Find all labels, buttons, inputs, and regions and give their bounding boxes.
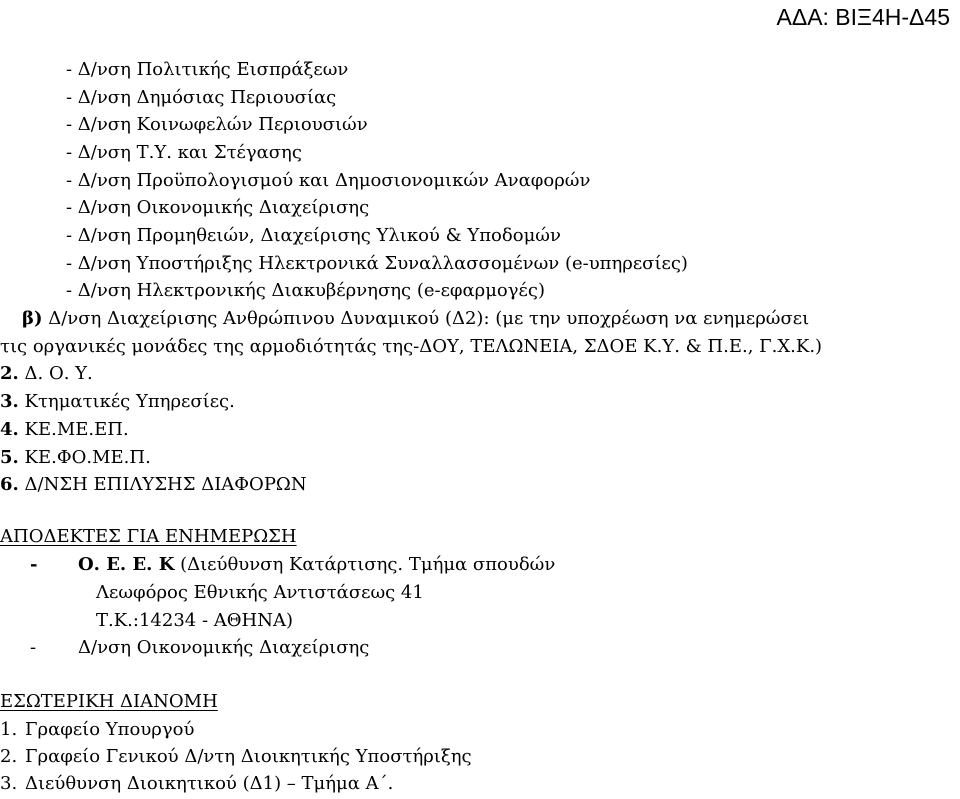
item-text: Κτηματικές Υπηρεσίες. xyxy=(24,391,235,412)
numbered-item xyxy=(0,418,129,442)
list-item: - Δ/νση Κοινωφελών Περιουσιών xyxy=(66,114,368,135)
recipient-postcode: Τ.Κ.:14234 - ΑΘΗΝΑ) xyxy=(96,610,293,631)
internal-item xyxy=(0,718,194,742)
recipient-org: Ο. Ε. Ε. Κ xyxy=(78,554,175,575)
item-text: ΚΕ.ΦΟ.ΜΕ.Π. xyxy=(24,447,151,468)
item-dash: - xyxy=(30,554,38,575)
item-number: 2. xyxy=(0,746,18,767)
list-item: - Δ/νση Προϋπολογισμού και Δημοσιονομικών Αναφορών xyxy=(66,170,591,191)
item-number: 3. xyxy=(0,773,18,794)
item-b-text: Δ/νση Διαχείρισης Ανθρώπινου Δυναμικού (Δ2): (με την υποχρέωση να ενημερώσει xyxy=(48,308,810,329)
list-item: - Δ/νση Τ.Υ. και Στέγασης xyxy=(66,142,302,163)
item-number: 4. xyxy=(0,419,19,440)
list-item: - Δ/νση Ηλεκτρονικής Διακυβέρνησης (e-εφαρμογές) xyxy=(66,280,545,301)
item-b-line-1 xyxy=(22,307,809,331)
recipient-item xyxy=(30,553,555,577)
internal-item xyxy=(0,745,472,769)
numbered-item xyxy=(0,390,235,414)
item-number: 6. xyxy=(0,474,19,495)
item-number: 5. xyxy=(0,447,19,468)
numbered-item xyxy=(0,362,93,386)
recipient-item xyxy=(30,636,369,660)
ada-code: ΑΔΑ: ΒΙΞ4Η-Δ45 xyxy=(776,4,950,30)
item-text: Γραφείο Γενικού Δ/ντη Διοικητικής Υποστήριξης xyxy=(25,746,472,767)
recipient-address: Λεωφόρος Εθνικής Αντιστάσεως 41 xyxy=(96,582,424,603)
list-item: - Δ/νση Υποστήριξης Ηλεκτρονικά Συναλλασσομένων (e-υπηρεσίες) xyxy=(66,253,688,274)
item-text: Γραφείο Υπουργού xyxy=(25,719,195,740)
item-text: Διεύθυνση Διοικητικού (Δ1) – Τμήμα Α΄. xyxy=(25,773,394,794)
internal-item xyxy=(0,772,393,796)
internal-heading: ΕΣΩΤΕΡΙΚΗ ΔΙΑΝΟΜΗ xyxy=(0,691,218,712)
list-item: - Δ/νση Προμηθειών, Διαχείρισης Υλικού & Υποδομών xyxy=(66,225,561,246)
item-number: 1. xyxy=(0,719,18,740)
recipient-text: Δ/νση Οικονομικής Διαχείρισης xyxy=(78,637,370,658)
item-b-marker: β) xyxy=(22,308,43,329)
recipients-heading: ΑΠΟΔΕΚΤΕΣ ΓΙΑ ΕΝΗΜΕΡΩΣΗ xyxy=(0,526,297,547)
item-number: 2. xyxy=(0,363,19,384)
list-item: - Δ/νση Οικονομικής Διαχείρισης xyxy=(66,197,370,218)
item-number: 3. xyxy=(0,391,19,412)
item-text: Δ/ΝΣΗ ΕΠΙΛΥΣΗΣ ΔΙΑΦΟΡΩΝ xyxy=(24,474,307,495)
item-text: ΚΕ.ΜΕ.ΕΠ. xyxy=(24,419,129,440)
item-b-line-2: τις οργανικές μονάδες της αρμοδιότητάς της-ΔΟΥ, ΤΕΛΩΝΕΙΑ, ΣΔΟΕ Κ.Υ. & Π.Ε., Γ.Χ.Κ.) xyxy=(0,336,823,357)
recipient-detail: (Διεύθυνση Κατάρτισης. Τμήμα σπουδών xyxy=(174,554,556,575)
list-item: - Δ/νση Πολιτικής Εισπράξεων xyxy=(66,59,349,80)
numbered-item xyxy=(0,473,307,497)
item-dash: - xyxy=(30,637,37,658)
item-text: Δ. Ο. Υ. xyxy=(24,363,93,384)
numbered-item xyxy=(0,446,151,470)
list-item: - Δ/νση Δημόσιας Περιουσίας xyxy=(66,87,337,108)
